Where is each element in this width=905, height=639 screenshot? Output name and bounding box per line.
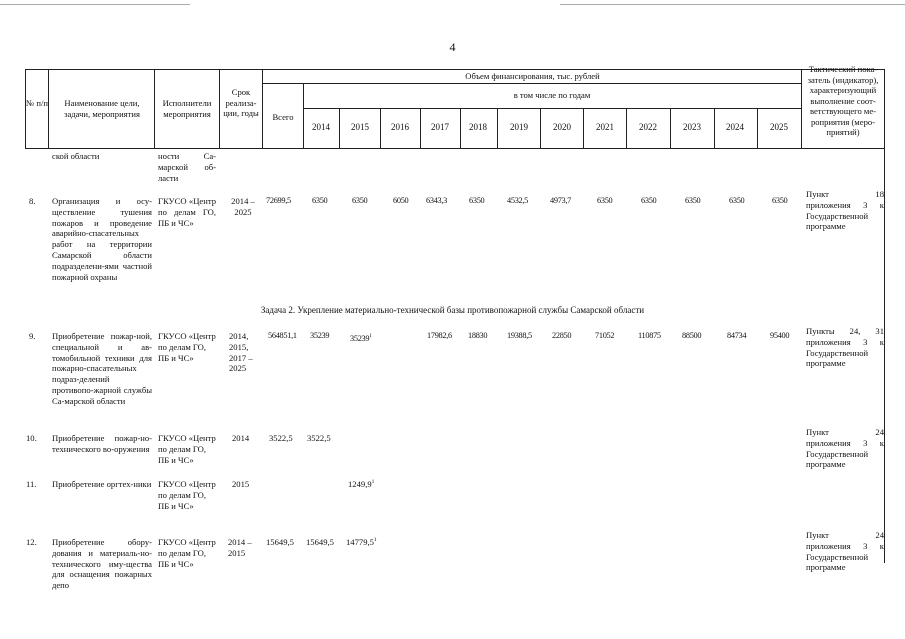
row-value: 6350 (312, 196, 328, 205)
row-no: 12. (26, 537, 37, 547)
row-value: 17982,6 (427, 331, 452, 340)
year-header: 2021 (596, 122, 614, 132)
header-name: Наименование цели, задачи, мероприятия (64, 98, 140, 119)
row-total: 3522,5 (269, 433, 293, 443)
header-total: Всего (272, 112, 294, 122)
row-period: 2014 – 2015 (228, 537, 252, 558)
row-name: Приобретение оргтех-ники (52, 479, 152, 489)
year-header: 2017 (431, 122, 449, 132)
row-value: 95400 (770, 331, 790, 340)
continued-executor: ности Са-марской об-ласти (158, 151, 216, 183)
row-period: 2014 – 2025 (231, 196, 255, 217)
row-period: 2014 (232, 433, 250, 443)
page-number: 4 (449, 40, 456, 54)
row-value: 88500 (682, 331, 702, 340)
row-no: 9. (29, 331, 36, 341)
row-name: Приобретение обору-дования и материаль-но-технического иму-щества для оснащения пожарных депо (52, 537, 152, 591)
row-value: 15649,5 (306, 537, 334, 547)
row-value: 22850 (552, 331, 572, 340)
row-executor: ГКУСО «Центр по делам ГО, ПБ и ЧС» (158, 196, 216, 228)
row-executor: ГКУСО «Центр по делам ГО, ПБ и ЧС» (158, 331, 216, 363)
row-value: 4532,5 (507, 196, 529, 205)
year-header: 2014 (312, 122, 330, 132)
row-indicator: Пункт 18 приложения 3 к Государственной программе (806, 189, 884, 232)
year-header: 2015 (351, 122, 369, 132)
row-value: 6350 (352, 196, 368, 205)
year-header: 2024 (726, 122, 744, 132)
row-executor: ГКУСО «Центр по делам ГО, ПБ и ЧС» (158, 433, 216, 465)
row-no: 8. (29, 196, 36, 206)
row-value: 6050 (393, 196, 409, 205)
year-header: 2023 (683, 122, 701, 132)
year-header: 2019 (510, 122, 528, 132)
header-by-years: в том числе по годам (513, 90, 591, 100)
row-no: 11. (26, 479, 37, 489)
header-executors: Исполнители мероприятия (162, 98, 212, 119)
row-name: Организация и осу-ществление тушения пожаров и проведение аварийно-спасательных работ на территории Самарской области подразделени-ями частной пожарной охраны (52, 196, 152, 282)
row-value: 4973,7 (550, 196, 572, 205)
year-header: 2016 (391, 122, 409, 132)
row-value: 6350 (597, 196, 613, 205)
year-header: 2018 (469, 122, 487, 132)
header-funding: Объем финансирования, тыс. рублей (465, 71, 600, 81)
header-no: № п/п (26, 98, 48, 108)
row-no: 10. (26, 433, 37, 443)
row-total: 564851,1 (268, 331, 297, 340)
row-value: 14779,5$^1$ (346, 536, 377, 547)
row-indicator: Пункт 24 приложения 3 к Государственной программе (806, 530, 884, 573)
header-indicator: Тактический пока-затель (индикатор), характеризующий выполнение соот-ветствующего ме-роприятия (меро-приятий) (807, 64, 879, 137)
row-name: Приобретение пожар-ной, специальной и ав-томобильной техники для пожарно-спасательных подраз-делений противопо-жарной службы Са-марской области (52, 331, 152, 406)
row-total: 72699,5 (266, 196, 291, 205)
row-indicator: Пункты 24, 31 приложения 3 к Государственной программе (806, 326, 884, 369)
row-name: Приобретение пожар-но-технического во-оружения (52, 433, 152, 454)
row-value: 71052 (595, 331, 615, 340)
row-executor: ГКУСО «Центр по делам ГО, ПБ и ЧС» (158, 537, 216, 569)
row-period: 2015 (232, 479, 250, 489)
row-value: 18830 (468, 331, 488, 340)
year-header: 2025 (770, 122, 788, 132)
header-period: Срок реализа-ции, годы (223, 87, 259, 118)
year-header: 2022 (639, 122, 657, 132)
row-value: 1249,9$^1$ (348, 478, 375, 489)
row-value: 6350 (685, 196, 701, 205)
row-value: 6350 (641, 196, 657, 205)
row-value: 6350 (772, 196, 788, 205)
row-value: 6343,3 (426, 196, 448, 205)
row-value: 6350 (469, 196, 485, 205)
row-value: 6350 (729, 196, 745, 205)
row-indicator: Пункт 24 приложения 3 к Государственной программе (806, 427, 884, 470)
scan-artifact (0, 4, 190, 5)
task-heading: Задача 2. Укрепление материально-технической базы противопожарной службы Самарской области (260, 305, 645, 315)
row-value: 84734 (727, 331, 747, 340)
row-value: 3522,5 (307, 433, 331, 443)
row-total: 15649,5 (266, 537, 294, 547)
scan-artifact (560, 4, 905, 5)
row-value: 35239$^1$ (350, 333, 372, 343)
row-value: 19388,5 (507, 331, 532, 340)
continued-name: ской области (52, 151, 100, 161)
row-executor: ГКУСО «Центр по делам ГО, ПБ и ЧС» (158, 479, 216, 511)
row-period: 2014, 2015, 2017 – 2025 (229, 331, 253, 374)
row-value: 35239 (310, 331, 330, 340)
row-value: 110875 (638, 331, 661, 340)
year-header: 2020 (553, 122, 571, 132)
